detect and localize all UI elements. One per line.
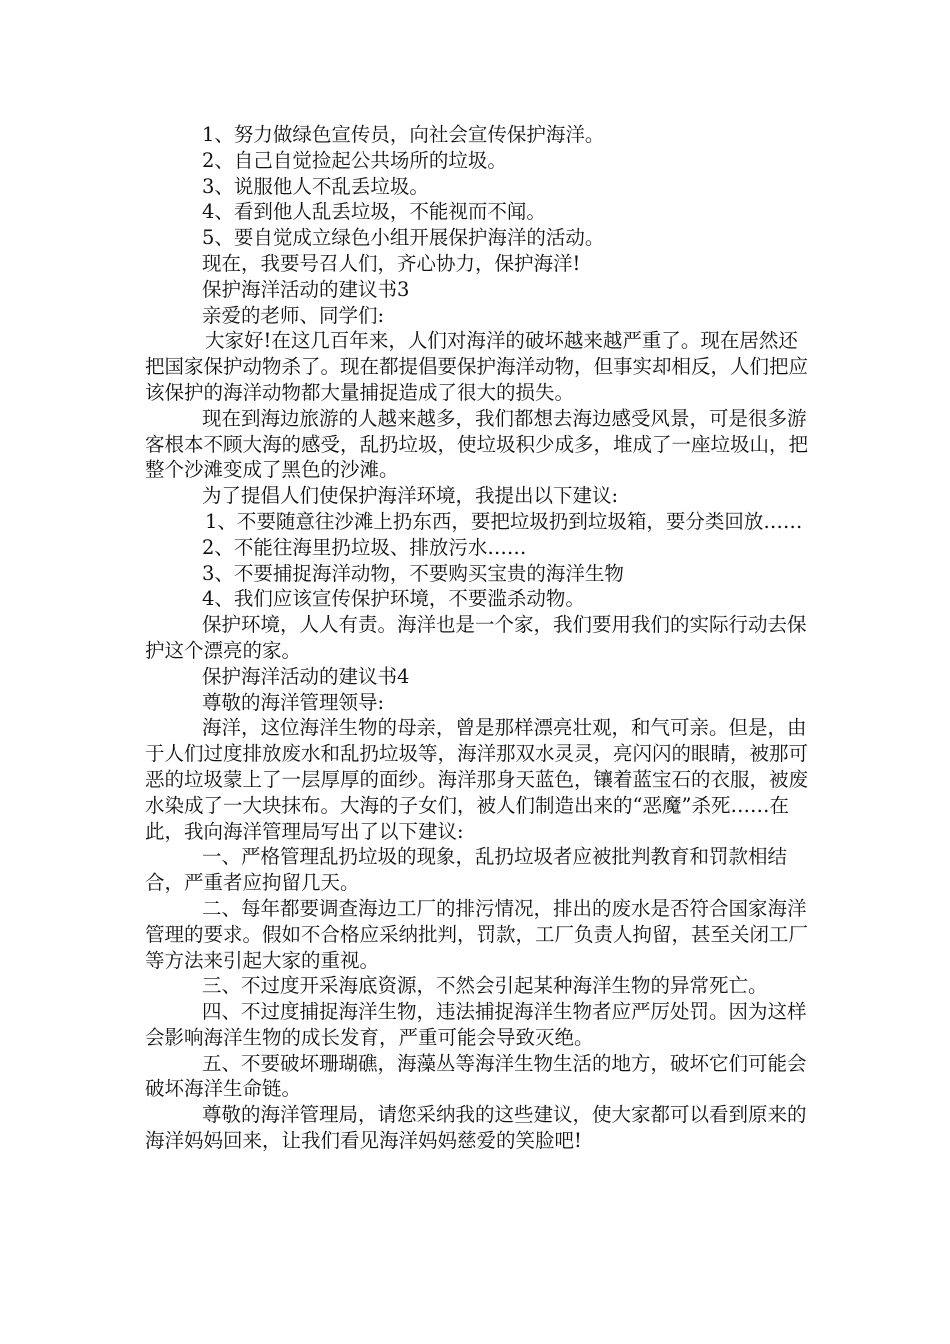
suggestion-item: 1、不要随意往沙滩上扔东西，要把垃圾扔到垃圾箱，要分类回放……: [205, 509, 803, 533]
list-item-2: 2、自己自觉捡起公共场所的垃圾。: [202, 148, 507, 172]
suggestion-item: 五、不要破坏珊瑚礁，海藻丛等海洋生物生活的地方，破坏它们可能会破坏海洋生命链。: [145, 1051, 807, 1101]
body-paragraph: 保护环境，人人有责。海洋也是一个家，我们要用我们的实际行动去保护这个漂亮的家。: [145, 613, 807, 662]
salutation-4: 尊敬的海洋管理领导:: [202, 690, 385, 714]
suggestion-item: 一、严格管理乱扔垃圾的现象，乱扔垃圾者应被批判教育和罚款相结合，严重者应拘留几天。: [145, 845, 788, 895]
body-paragraph: 现在到海边旅游的人越来越多，我们都想去海边感受风景，可是很多游客根本不顾大海的感受，乱扔垃圾，使垃圾积少成多，堆成了一座垃圾山，把整个沙滩变成了黑色的沙滩。: [145, 406, 809, 482]
salutation-3: 亲爱的老师、同学们:: [202, 303, 385, 327]
section-title-3: 保护海洋活动的建议书3: [202, 277, 410, 301]
body-paragraph: 为了提倡人们使保护海洋环境，我提出以下建议:: [202, 484, 619, 508]
document-body: [145, 122, 810, 1154]
suggestion-item: 3、不要捕捉海洋动物，不要购买宝贵的海洋生物: [202, 561, 624, 585]
suggestion-item: 三、不过度开采海底资源，不然会引起某种海洋生物的异常死亡。: [202, 974, 768, 998]
closing-paragraph: 尊敬的海洋管理局，请您采纳我的这些建议，使大家都可以看到原来的海洋妈妈回来，让我们看见海洋妈妈慈爱的笑脸吧!: [145, 1103, 807, 1153]
suggestion-item: 4、我们应该宣传保护环境，不要滥杀动物。: [202, 587, 585, 611]
suggestion-item: 二、每年都要调查海边工厂的排污情况，排出的废水是否符合国家海洋管理的要求。假如不合格应采纳批判，罚款，工厂负责人拘留，甚至关闭工厂等方法来引起大家的重视。: [145, 896, 809, 972]
suggestion-item: 2、不能往海里扔垃圾、排放污水……: [202, 535, 527, 559]
closing-appeal: 现在，我要号召人们，齐心协力，保护海洋!: [202, 251, 581, 275]
body-paragraph: 大家好!在这几百年来，人们对海洋的破坏越来越严重了。现在居然还把国家保护动物杀了。现在都提倡要保护海洋动物，但事实却相反，人们把应该保护的海洋动物都大量捕捉造成了很大的损失。: [145, 329, 809, 404]
suggestion-item: 四、不过度捕捉海洋生物，违法捕捉海洋生物者应严厉处罚。因为这样会影响海洋生物的成长发育，严重可能会导致灭绝。: [145, 1000, 807, 1049]
list-item-4: 4、看到他人乱丢垃圾，不能视而不闻。: [202, 200, 546, 224]
list-item-1: 1、努力做绿色宣传员，向社会宣传保护海洋。: [202, 123, 605, 146]
list-item-3: 3、说服他人不乱丢垃圾。: [202, 174, 429, 198]
body-paragraph: 海洋，这位海洋生物的母亲，曾是那样漂亮壮观，和气可亲。但是，由于人们过度排放废水和乱扔垃圾等，海洋那双水灵灵，亮闪闪的眼睛，被那可恶的垃圾蒙上了一层厚厚的面纱。海洋那身天蓝色，镶着蓝宝石的衣服，被废水染成了一大块抹布。大海的子女们，被人们制造出来的“恶魔”杀死……在此，我向海洋管理局写出了以下建议:: [145, 716, 809, 843]
section-title-4: 保护海洋活动的建议书4: [202, 664, 410, 688]
list-item-5: 5、要自觉成立绿色小组开展保护海洋的活动。: [202, 226, 605, 250]
